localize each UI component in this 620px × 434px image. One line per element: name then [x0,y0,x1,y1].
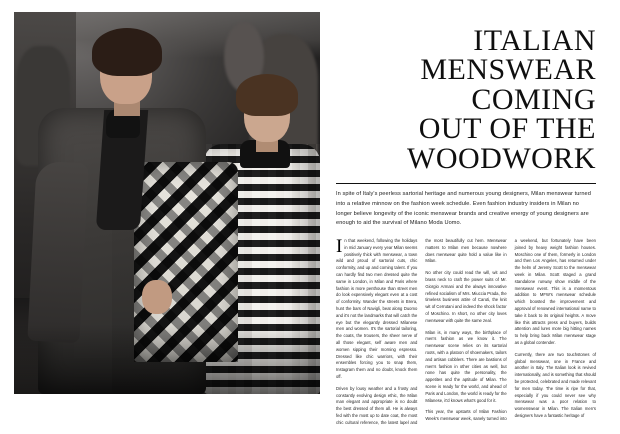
model-left-hand [142,280,172,314]
headline-line-2: MENSWEAR [420,53,596,87]
headline-line-5: WOODWORK [407,141,596,175]
body-paragraph: Currently, there are two touchstones of global menswear, one in France and another in Italy. The Italian look is revived internationally, and is something that should be protected, celebrated and made relevant for men today. The time is ripe for that, especially if you could never see why menswear was a poor relation to womenswear in Milan. The Italian men's designers have a fantastic heritage of [514,351,596,418]
body-paragraph: In that weekend, following the holidays in mid January every year Milan seems positively thick with menswear, a town wild and proud of sartorial cuts, chic conformity, and up and coming talent. If you can hardly find two men dressed quite the same in London, in Milan and Paris where fashion is more penthouse than street men do look expensively elegant even at a cost of conformity. Wander the streets in Brera, hunt the bars of Navigli, beat along Duomo and it's not the landmarks that will catch the eye but the elegantly dressed Milanese men and women. It's the sartorial tailoring, the coats, the trousers, the sheer nerve of all those elegant, self aware men and women sipping their morning espresso. Dressed like chic warriors, with their ensembles forcing you to snap them, Instagram them and no doubt, knock them off. [336,236,418,380]
article-body-columns [336,238,596,434]
article-headline [336,26,596,173]
body-paragraph: Milan is, in many ways, the birthplace of men's fashion as we know it. The menswear scene relies on its sartorial roots, with a platoon of shoemakers, tailors and artisan cobblers. There are bastions of men's fashion in other cities as well, but none has quite the personality, the appetites and the aptitude of Milan. The scene is ready for the world, and ahead of Paris and London, the world is ready for the Milanese, it'd knows what's good for it. [425,329,507,403]
article-text-page [320,12,606,425]
headline-line-3: COMING [471,82,596,116]
body-paragraph: This year, the upstarts of Milan Fashion Week's menswear week, sanely turned into a weekend, but fortunately have been joined by heavy weight fashion houses. Moschino one of them, formerly in London and then Los Angeles, has returned under the helm of Jeremy Scott to the menswear week in Milan. Scott staged a grand standalone runway show middle of the menswear event. This is a momentous addition to MFW's menswear schedule which boosted the improvement and approval of renowned international name to take it back to its original heights. A move like this attracts press and buyers, builds attention and lures more big hitting names to help bring back Milan menswear stage as a global contender. [425,238,596,422]
photo-bottom-vignette [14,324,320,394]
page-container [14,12,606,425]
body-paragraph: No other city could read the will, wit and brass neck to craft the power suits of Mr. Giorgio Armani and the always innovative refined socialism of Mrs. Miuccia Prada, the timeless business attire of Caruti, the knit wit of Cerrutani and indeed the shock factor of Moschino. In short, no other city loves menswear with quite the same zeal. [425,270,507,323]
headline-line-4: OUT OF THE [418,112,596,146]
body-paragraph: Driven by lousy weather and a frosty and constantly evolving design ethic, the Milan man elegant and appropriate is no doubt the best dressed of them all. He is always fed with the most up to date coat, the most chic cultural reference, the latest lapel and the most beautifully cut hem. Menswear matters to Milan men because nowhere does menswear quite hold a value like in Milan. [336,238,507,425]
headline-line-1: ITALIAN [473,24,596,57]
model-left-hair [92,28,162,76]
model-left-sleeve [27,161,88,343]
editorial-photograph [14,12,320,394]
article-standfirst: In spite of Italy's peerless sartorial heritage and numerous young designers, Milan menswear turned into a relative minnow on the fashion week schedule. Even fashion industry insiders in Milan no longer believe longevity of the iconic menswear brands and creative energy of young designers are enough to aid the survival of Milano Moda Uomo. [336,183,596,229]
model-right-hair [236,74,298,116]
